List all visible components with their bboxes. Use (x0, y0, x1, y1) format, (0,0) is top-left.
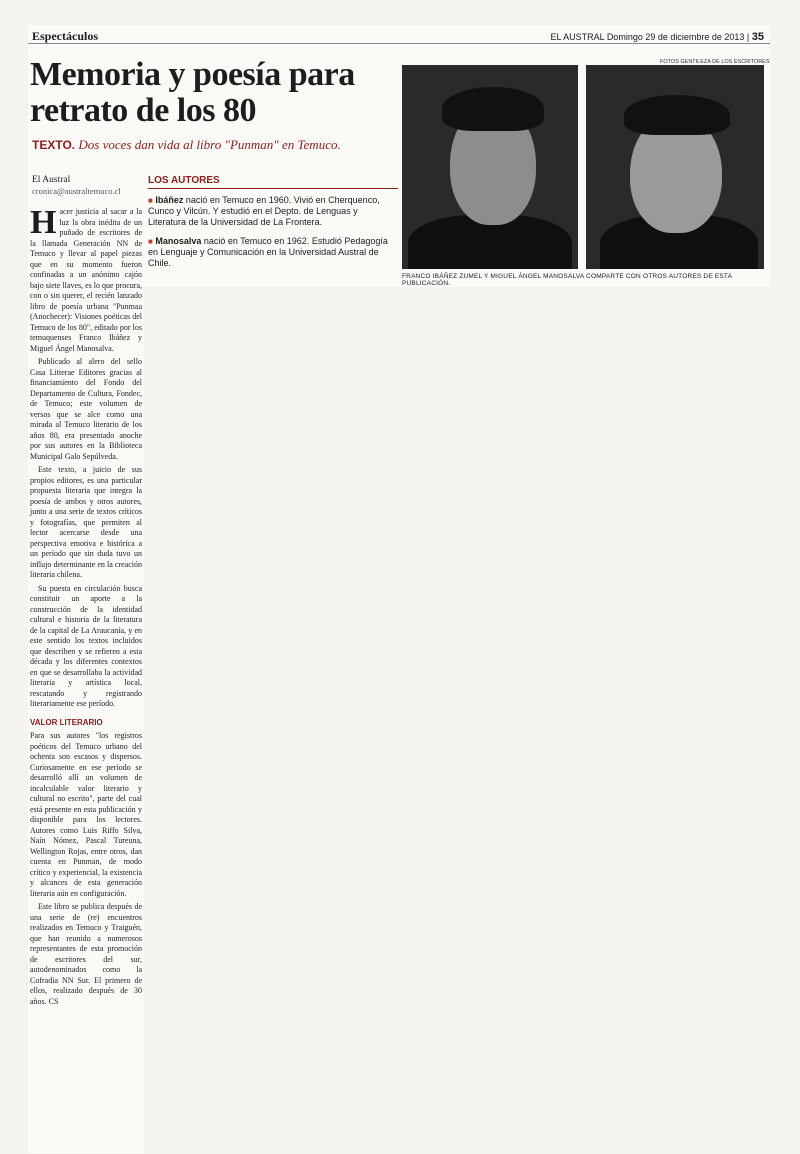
paragraph: Hacer justicia al sacar a la luz la obra inédita de un puñado de escritores de la llamada Generación NN de Temuco y llevar al papel piezas que en su momento fueron confinadas a un anónimo cajón bajo siete llaves, es lo que procura, con o sin querer, el recién lanzado libro de poesía urbana "Punmaa (Anochecer): Visiones poéticas del Temuco de los 80", editado por los temuquenses Franco Ibáñez y Miguel Ángel Manosalva. (30, 204, 142, 353)
author-photo-manosalva (586, 65, 764, 269)
photo-credit: FOTOS GENTILEZA DE LOS ESCRITORES (660, 59, 770, 65)
author-name: Ibáñez (155, 195, 184, 205)
publication-date: Domingo 29 de diciembre de 2013 (606, 32, 745, 42)
photo-caption: FRANCO IBÁÑEZ ZUMEL Y MIGUEL ÁNGEL MANOSALVA COMPARTE CON OTROS AUTORES DE ESTA PUBLICACIÓN. (402, 273, 732, 287)
authors-box-title: LOS AUTORES (148, 175, 398, 189)
drop-cap: H (30, 204, 57, 241)
kicker-label: TEXTO. (32, 138, 76, 152)
author-entry (148, 195, 398, 228)
paragraph: Publicado al alero del sello Casa Litterae Editores gracias al financiamiento del Fondo del Departamento de Cultura, Fondec, de Temuco; este volumen de versos que se alce como una mirada al Temuco literario de los años 80, era presentado anoche por sus autores en la Biblioteca Municipal Galo Sepúlveda. (30, 357, 142, 461)
bullet-icon: ■ (148, 237, 153, 246)
subheading: VALOR LITERARIO (30, 717, 103, 727)
blank-area (144, 287, 770, 1153)
authors-box (148, 175, 398, 277)
paragraph: Para sus autores "los registros poéticos del Temuco urbano del ochenta son escasos y dispersos. Curiosamente en ese período se desarrolló allí un volumen de incalculable valor literario y cultural no escrito", parte del cual está presente en esta publicación y disponible para los lectores. Autores como Luis Riffo Silva, Naín Nómez, Pascal Tureuna, Wellington Rojas, entre otros, dan cuenta en Punman, de modo crítico y experiencial, la existencia y alcances de esta generación literaria aún en configuración. (30, 731, 142, 898)
author-bio: nació en Temuco en 1962. Estudió Pedagogía en Lenguaje y Comunicación en la Universidad Austral de Chile. (148, 236, 388, 268)
bullet-icon: ■ (148, 196, 153, 205)
article-body (30, 204, 142, 1010)
page-number: 35 (751, 31, 764, 43)
byline-email: cronica@australtemuco.cl (32, 186, 121, 196)
author-bio: nació en Temuco en 1960. Vivió en Cherquenco, Cunco y Vilcún. Y estudió en el Depto. de Lenguas y Literatura de la Universidad de La Frontera. (148, 195, 380, 227)
kicker-text: Dos voces dan vida al libro "Punman" en Temuco. (78, 137, 341, 152)
paragraph: Este libro se publica después de una serie de (re) encuentros realizados en Temuco y Traiguén, que han reunido a numerosos representantes de esta promoción de escritores del sur, autodenominados como la Cofradía NN Sur. El primero de ellos, realizado después de 30 años. CS (30, 902, 142, 1006)
paragraph: Su puesta en circulación busca constituir un aporte a la construcción de la identidad cultural e historia de la literatura de la capital de La Araucanía, y en este sentido los textos incluidos que describen y se refieren a esta década y los diferentes contextos en que se desarrollaba la actividad literaria y artística local, rescatando y registrando literariamente ese período. (30, 583, 142, 708)
kicker (32, 137, 341, 153)
author-name: Manosalva (155, 236, 202, 246)
byline-author: El Austral (32, 175, 71, 185)
author-entry (148, 236, 398, 269)
newspaper-name: EL AUSTRAL (550, 32, 605, 42)
author-photo-ibanez (402, 65, 578, 269)
headline: Memoria y poesía para retrato de los 80 (30, 56, 355, 129)
byline (32, 175, 121, 197)
header-rule (28, 43, 770, 44)
signoff: CS (48, 996, 59, 1006)
newspaper-info: EL AUSTRAL Domingo 29 de diciembre de 2013 | 35 (550, 31, 764, 43)
newspaper-clipping (28, 25, 770, 1153)
paragraph: Este texto, a juicio de sus propios editores, es una particular propuesta literaria que integra la poesía de ambos y otros autores, junto a una serie de textos críticos y fotografías, que permiten al lector acercarse desde una perspectiva emotiva e histórica a un período que sin duda tuvo un influjo determinante en la creación literaria chilena. (30, 465, 142, 579)
section-name: Espectáculos (32, 29, 98, 43)
